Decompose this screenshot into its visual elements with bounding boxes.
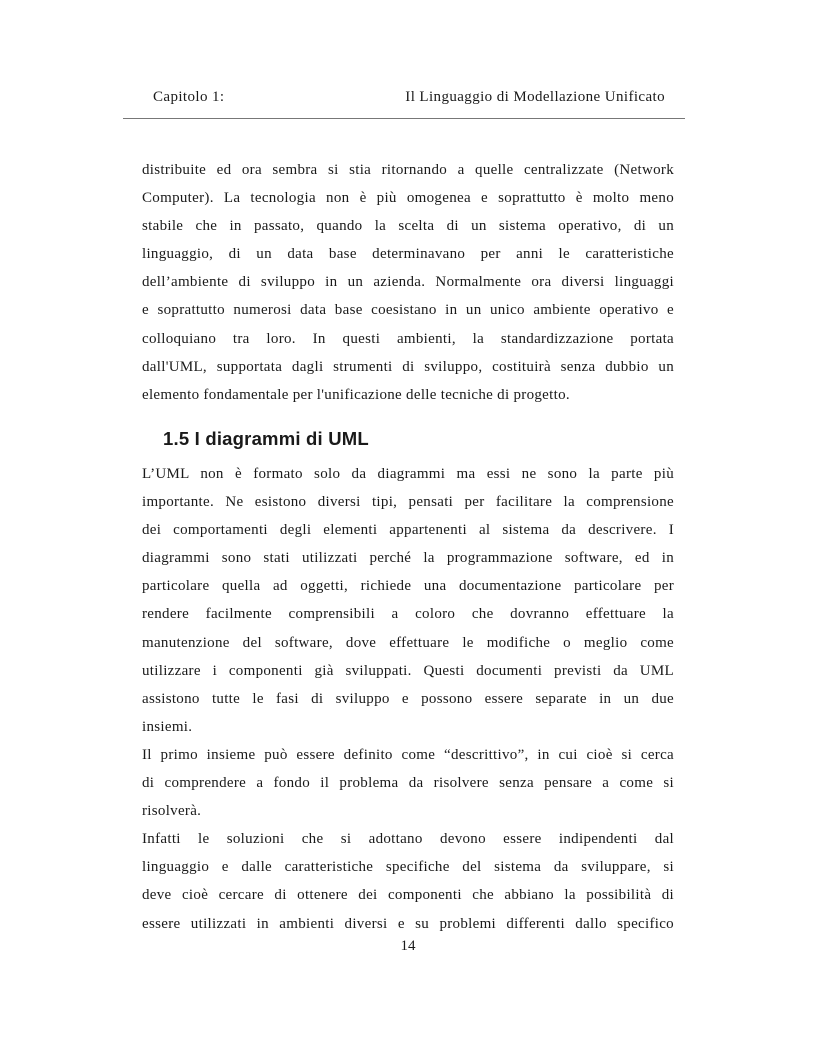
text-line: particolare quella ad oggetti, richiede una documentazione particolare per [142, 578, 674, 595]
section-heading: 1.5 I diagrammi di UML [163, 428, 369, 449]
header-chapter: Capitolo 1: [153, 89, 225, 105]
text-line: manutenzione del software, dove effettuare le modifiche o meglio come [142, 634, 674, 651]
text-line: insiemi. [142, 718, 193, 735]
text-line: importante. Ne esistono diversi tipi, pensati per facilitare la comprensione [142, 494, 674, 511]
paragraph-diagrams [142, 460, 674, 938]
text-line: essere utilizzati in ambienti diversi e su problemi differenti dallo specifico [142, 915, 674, 932]
text-line: di comprendere a fondo il problema da risolvere senza pensare a come si [142, 775, 674, 792]
header-title: Il Linguaggio di Modellazione Unificato [405, 89, 665, 105]
text-line: diagrammi sono stati utilizzati perché la programmazione software, ed in [142, 550, 674, 567]
text-line: colloquiano tra loro. In questi ambienti, la standardizzazione portata [142, 330, 674, 347]
text-line: distribuite ed ora sembra si stia ritornando a quelle centralizzate (Network [142, 162, 674, 178]
text-line: stabile che in passato, quando la scelta di un sistema operativo, di un [142, 218, 674, 235]
text-line: dell’ambiente di sviluppo in un azienda. Normalmente ora diversi linguaggi [142, 274, 674, 291]
text-line: L’UML non è formato solo da diagrammi ma essi ne sono la parte più [142, 466, 674, 482]
text-line: elemento fondamentale per l'unificazione delle tecniche di progetto. [142, 386, 570, 403]
text-line: utilizzare i componenti già sviluppati. Questi documenti previsti da UML [142, 662, 674, 679]
text-line: linguaggio, di un data base determinavano per anni le caratteristiche [142, 246, 674, 263]
text-line: Computer). La tecnologia non è più omogenea e soprattutto è molto meno [142, 190, 674, 207]
text-line: e soprattutto numerosi data base coesistano in un unico ambiente operativo e [142, 302, 674, 319]
paragraph-intro [142, 156, 674, 409]
text-line: rendere facilmente comprensibili a coloro che dovranno effettuare la [142, 606, 674, 623]
text-line: Il primo insieme può essere definito come “descrittivo”, in cui cioè si cerca [142, 746, 674, 763]
header-rule [123, 118, 685, 119]
text-line: assistono tutte le fasi di sviluppo e possono essere separate in un due [142, 690, 674, 707]
text-line: dei comportamenti degli elementi appartenenti al sistema da descrivere. I [142, 522, 674, 539]
page-number: 14 [400, 938, 416, 954]
text-line: Infatti le soluzioni che si adottano devono essere indipendenti dal [142, 831, 674, 848]
text-line: linguaggio e dalle caratteristiche specifiche del sistema da sviluppare, si [142, 859, 674, 876]
text-line: dall'UML, supportata dagli strumenti di sviluppo, costituirà senza dubbio un [142, 358, 674, 375]
running-header [153, 89, 665, 111]
text-line: risolverà. [142, 803, 202, 820]
text-line: deve cioè cercare di ottenere dei componenti che abbiano la possibilità di [142, 887, 674, 904]
